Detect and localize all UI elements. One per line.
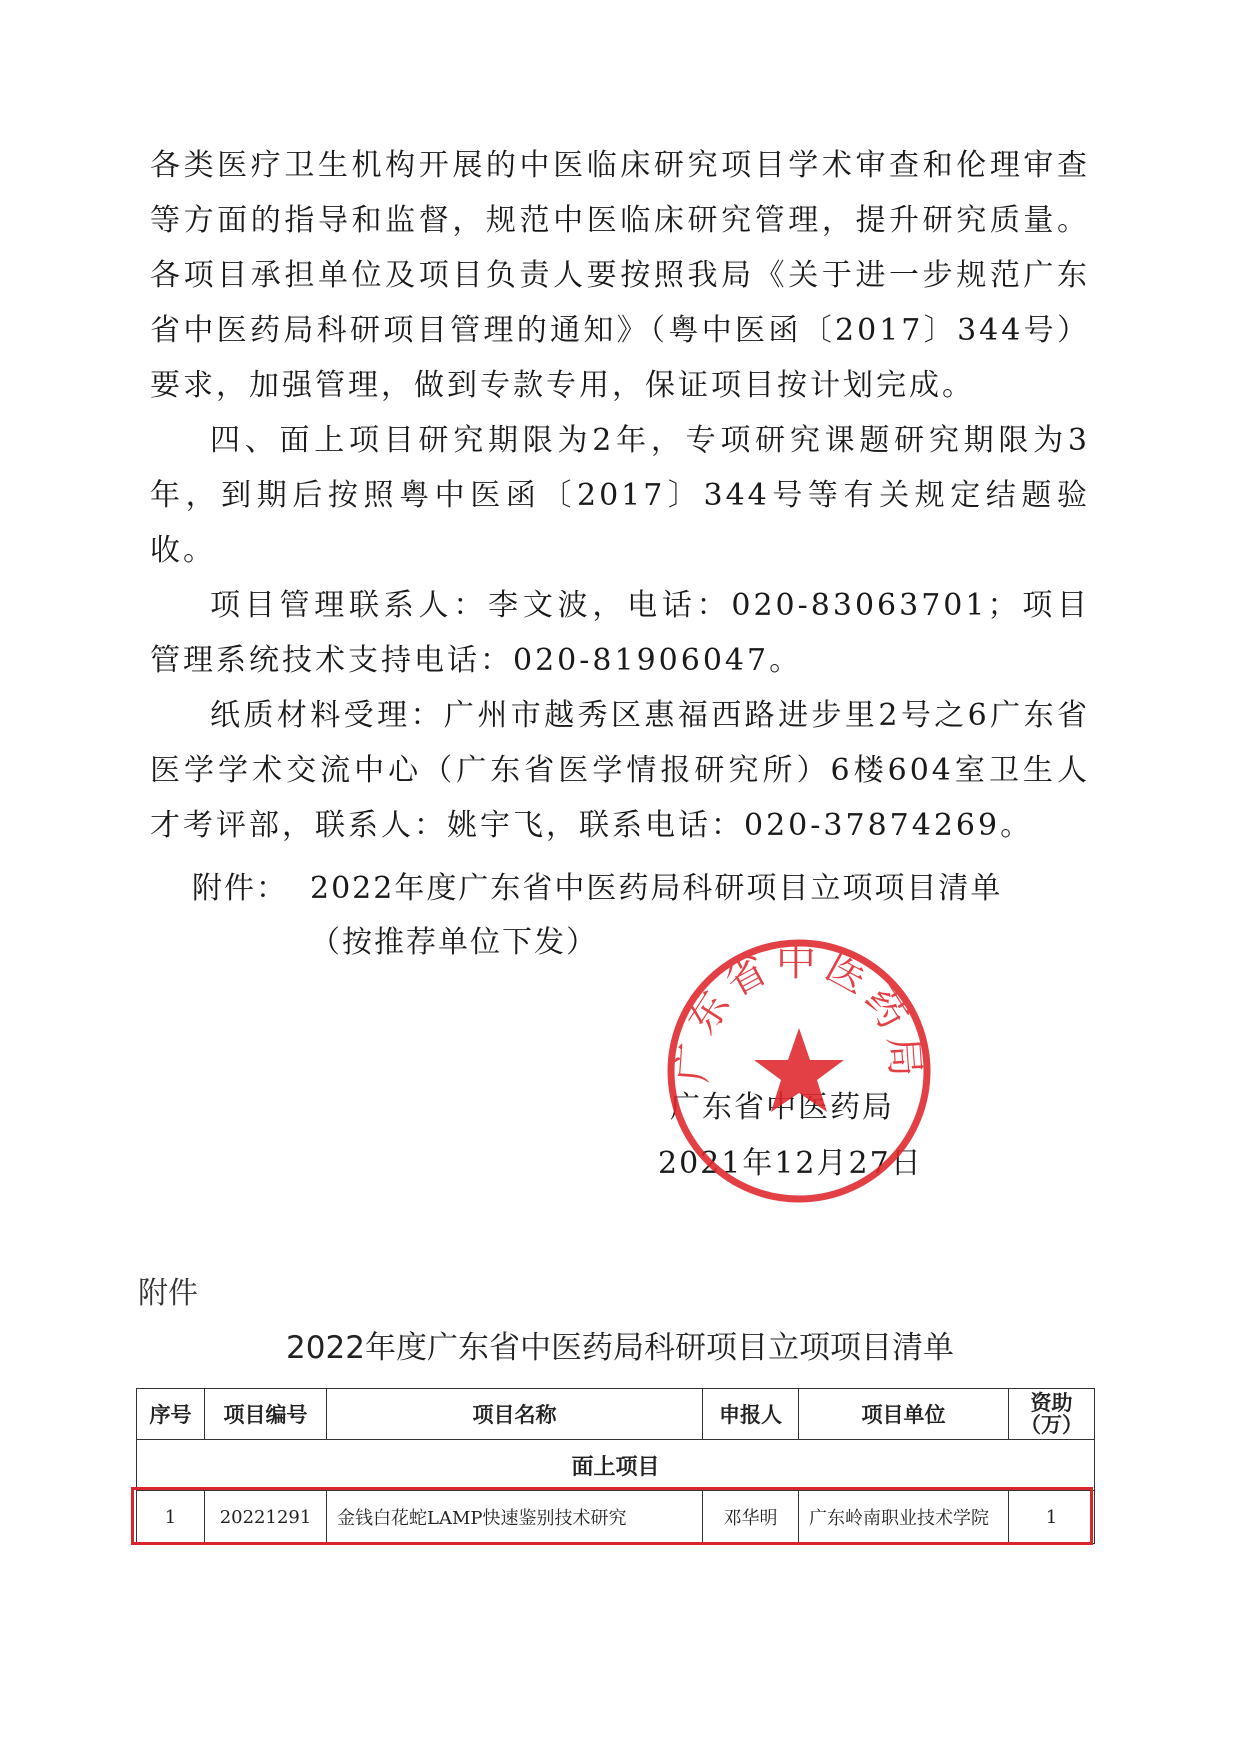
row-highlight-box <box>131 1487 1093 1545</box>
signature-date: 2021年12月27日 <box>658 1146 923 1181</box>
paragraph-1: 各类医疗卫生机构开展的中医临床研究项目学术审查和伦理审查等方面的指导和监督，规范中医临床研究管理，提升研究质量。各项目承担单位及项目负责人要按照我局《关于进一步规范广东省中医药局科研项目管理的通知》（粤中医函〔2017〕344号）要求，加强管理，做到专款专用，保证项目按计划完成。 <box>150 148 1090 403</box>
header-fund: 资助（万） <box>1009 1389 1095 1440</box>
header-applicant: 申报人 <box>703 1389 799 1440</box>
svg-text:广东省中医药局: 广东省中医药局 <box>669 938 929 1085</box>
header-code: 项目编号 <box>205 1389 327 1440</box>
appendix-label: 附件 <box>138 1276 198 1311</box>
cell-fund: 1 <box>1009 1491 1095 1544</box>
cell-applicant: 邓华明 <box>703 1491 799 1544</box>
body-text <box>150 138 1090 853</box>
paragraph-2: 四、面上项目研究期限为2年，专项研究课题研究期限为3年，到期后按照粤中医函〔2017〕344号等有关规定结题验收。 <box>150 423 1090 568</box>
paragraph-4: 纸质材料受理：广州市越秀区惠福西路进步里2号之6广东省医学学术交流中心（广东省医学情报研究所）6楼604室卫生人才考评部，联系人：姚宇飞，联系电话：020-37874269。 <box>150 698 1090 843</box>
table-header-row <box>137 1389 1095 1440</box>
cell-name: 金钱白花蛇LAMP快速鉴别技术研究 <box>327 1491 703 1544</box>
header-name: 项目名称 <box>327 1389 703 1440</box>
list-title: 2022年度广东省中医药局科研项目立项项目清单 <box>286 1330 954 1366</box>
section-label: 面上项目 <box>137 1440 1095 1491</box>
cell-unit: 广东岭南职业技术学院 <box>799 1491 1009 1544</box>
cell-code: 20221291 <box>205 1491 327 1544</box>
official-seal-icon <box>664 936 934 1206</box>
section-row <box>137 1440 1095 1491</box>
cell-no: 1 <box>137 1491 205 1544</box>
header-no: 序号 <box>137 1389 205 1440</box>
attachment-label: 附件： <box>192 871 288 906</box>
signature-org: 广东省中医药局 <box>670 1090 894 1125</box>
attachment-title: 2022年度广东省中医药局科研项目立项项目清单（按推荐单位下发） <box>310 871 1003 960</box>
header-unit: 项目单位 <box>799 1389 1009 1440</box>
paragraph-3: 项目管理联系人：李文波，电话：020-83063701；项目管理系统技术支持电话：020-81906047。 <box>150 588 1090 678</box>
